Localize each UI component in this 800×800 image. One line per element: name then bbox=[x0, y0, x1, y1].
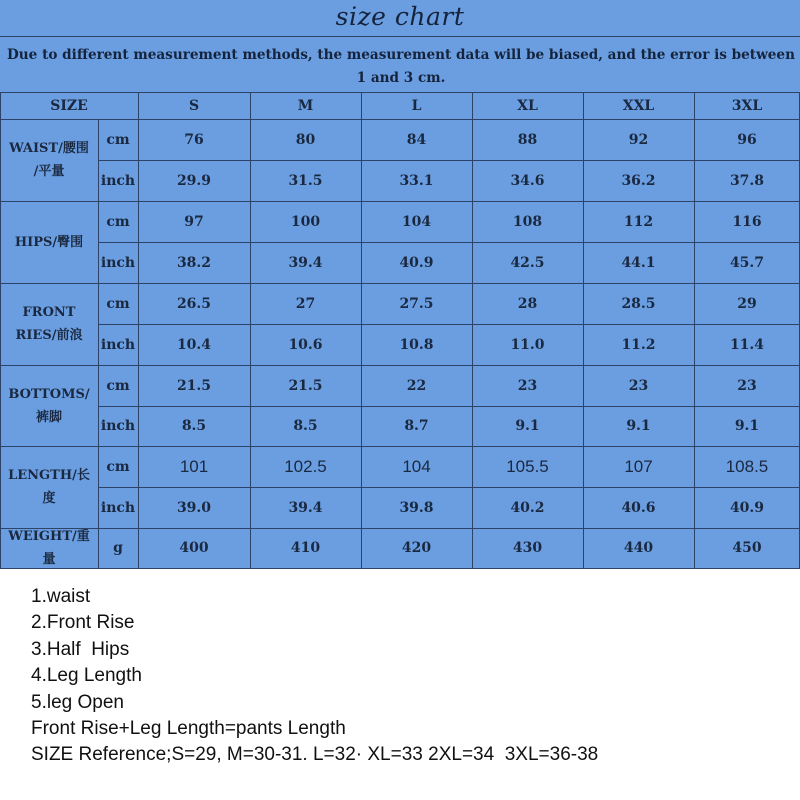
value-cell: 450 bbox=[732, 540, 762, 556]
grid-line bbox=[0, 92, 1, 568]
value-cell: 92 bbox=[628, 131, 649, 148]
size-col-header: S bbox=[188, 97, 200, 114]
value-cell: 9.1 bbox=[626, 418, 651, 434]
measure-label bbox=[0, 528, 98, 568]
grid-line bbox=[98, 119, 99, 568]
measure-label-line: FRONT bbox=[22, 305, 76, 320]
measurement-note: Due to different measurement methods, the measurement data will be biased, and the error is between 1 and 3 cm. bbox=[7, 47, 795, 86]
grid-line bbox=[0, 365, 800, 366]
unit-cell: inch bbox=[100, 418, 136, 434]
unit-cell: cm bbox=[106, 295, 130, 312]
grid-line bbox=[694, 92, 695, 568]
value-cell: 9.1 bbox=[734, 418, 760, 434]
value-cell: 9.1 bbox=[515, 418, 540, 434]
unit-cell: cm bbox=[106, 213, 130, 230]
unit-cell: g bbox=[113, 540, 123, 556]
value-cell: 21.5 bbox=[288, 377, 323, 394]
note-line: 4.Leg Length bbox=[31, 665, 142, 687]
value-cell: 430 bbox=[512, 540, 543, 556]
value-cell: 38.2 bbox=[176, 254, 212, 271]
value-cell: 27 bbox=[295, 295, 316, 312]
value-cell: 39.8 bbox=[399, 499, 434, 516]
value-cell: 10.8 bbox=[399, 336, 434, 353]
measure-label-line: WEIGHT/重 bbox=[8, 529, 90, 544]
value-cell: 33.1 bbox=[399, 172, 434, 189]
note-line: 1.waist bbox=[31, 586, 91, 607]
value-cell: 40.2 bbox=[510, 499, 545, 516]
measure-label-line: 量 bbox=[42, 552, 56, 567]
unit-cell: cm bbox=[106, 131, 130, 148]
value-cell: 39.4 bbox=[288, 499, 323, 516]
value-cell: 108 bbox=[512, 213, 543, 230]
unit-cell: cm bbox=[106, 458, 130, 475]
value-cell: 28.5 bbox=[621, 295, 656, 312]
measure-label bbox=[0, 201, 98, 283]
value-cell: 42.5 bbox=[510, 254, 545, 271]
value-cell: 104 bbox=[402, 456, 431, 476]
grid-line bbox=[0, 568, 800, 569]
size-col-header: L bbox=[411, 97, 422, 114]
value-cell: 29.9 bbox=[176, 172, 212, 189]
value-cell: 76 bbox=[184, 131, 204, 148]
value-cell: 40.6 bbox=[621, 499, 656, 516]
measure-label-line: 裤脚 bbox=[35, 409, 62, 425]
measure-label-line: LENGTH/长 bbox=[8, 468, 90, 483]
value-cell: 104 bbox=[401, 213, 432, 230]
value-cell: 34.6 bbox=[510, 172, 545, 189]
measure-label bbox=[0, 446, 98, 528]
value-cell: 39.4 bbox=[288, 254, 323, 271]
size-header: SIZE bbox=[50, 97, 88, 114]
chart-title: size chart bbox=[335, 2, 465, 31]
size-col-header: XL bbox=[517, 97, 538, 114]
value-cell: 10.6 bbox=[288, 336, 323, 353]
grid-line bbox=[0, 119, 800, 120]
grid-line bbox=[583, 92, 584, 568]
value-cell: 108.5 bbox=[725, 456, 769, 476]
note-line: Front Rise+Leg Length=pants Length bbox=[31, 717, 346, 739]
value-cell: 8.5 bbox=[181, 418, 207, 434]
value-cell: 23 bbox=[737, 377, 757, 394]
value-cell: 102.5 bbox=[284, 456, 327, 476]
value-cell: 8.7 bbox=[404, 418, 429, 434]
value-cell: 101 bbox=[179, 456, 209, 476]
note-line: SIZE Reference;S=29, M=30-31. L=32· XL=33 2XL=34 3XL=36-38 bbox=[31, 744, 599, 766]
unit-cell: inch bbox=[100, 254, 136, 271]
size-col-header: M bbox=[297, 97, 314, 114]
value-cell: 410 bbox=[290, 540, 321, 556]
value-cell: 105.5 bbox=[506, 456, 549, 476]
note-line: 3.Half Hips bbox=[31, 638, 130, 660]
value-cell: 80 bbox=[295, 131, 316, 148]
value-cell: 420 bbox=[401, 540, 432, 556]
unit-cell: inch bbox=[100, 499, 136, 516]
value-cell: 11.2 bbox=[621, 336, 656, 353]
size-col-header: 3XL bbox=[731, 97, 763, 114]
value-cell: 40.9 bbox=[399, 254, 434, 271]
grid-line bbox=[0, 283, 800, 284]
value-cell: 97 bbox=[184, 213, 204, 230]
value-cell: 10.4 bbox=[176, 336, 212, 353]
note-line: 5.leg Open bbox=[31, 691, 124, 713]
value-cell: 39.0 bbox=[176, 499, 212, 516]
value-cell: 96 bbox=[737, 131, 757, 148]
measure-label-line: HIPS/臀围 bbox=[14, 234, 84, 250]
grid-line bbox=[361, 92, 362, 568]
measure-label-line: WAIST/腰围 bbox=[9, 141, 89, 156]
unit-cell: inch bbox=[100, 336, 136, 353]
grid-line bbox=[0, 528, 800, 529]
measure-label bbox=[0, 283, 98, 365]
measure-label bbox=[0, 365, 98, 446]
value-cell: 11.0 bbox=[510, 336, 545, 353]
unit-cell: inch bbox=[100, 172, 136, 189]
grid-line bbox=[0, 36, 800, 37]
value-cell: 44.1 bbox=[621, 254, 656, 271]
value-cell: 22 bbox=[406, 377, 427, 394]
value-cell: 26.5 bbox=[176, 295, 212, 312]
value-cell: 21.5 bbox=[176, 377, 212, 394]
grid-line bbox=[472, 92, 473, 568]
value-cell: 8.5 bbox=[293, 418, 318, 434]
value-cell: 84 bbox=[406, 131, 427, 148]
value-cell: 23 bbox=[517, 377, 538, 394]
measure-label-line: BOTTOMS/ bbox=[8, 386, 90, 402]
value-cell: 11.4 bbox=[729, 336, 765, 353]
value-cell: 28 bbox=[517, 295, 538, 312]
value-cell: 100 bbox=[290, 213, 321, 230]
grid-line bbox=[138, 92, 139, 568]
value-cell: 440 bbox=[623, 540, 654, 556]
value-cell: 116 bbox=[732, 213, 762, 230]
value-cell: 107 bbox=[624, 456, 653, 476]
measure-label-line: 度 bbox=[42, 491, 56, 506]
note-line: 2.Front Rise bbox=[31, 612, 135, 634]
notes-list bbox=[31, 584, 598, 769]
grid-line bbox=[0, 446, 800, 447]
unit-cell: cm bbox=[106, 377, 130, 394]
value-cell: 36.2 bbox=[621, 172, 656, 189]
value-cell: 88 bbox=[517, 131, 538, 148]
grid-line bbox=[250, 92, 251, 568]
value-cell: 31.5 bbox=[288, 172, 323, 189]
value-cell: 45.7 bbox=[729, 254, 765, 271]
value-cell: 37.8 bbox=[729, 172, 765, 189]
value-cell: 40.9 bbox=[729, 499, 765, 516]
grid-line bbox=[0, 201, 800, 202]
measure-label-line: RIES/前浪 bbox=[15, 328, 83, 343]
measure-label bbox=[0, 119, 98, 201]
value-cell: 23 bbox=[628, 377, 649, 394]
value-cell: 112 bbox=[623, 213, 654, 230]
measure-label-line: /平量 bbox=[33, 164, 65, 179]
value-cell: 29 bbox=[737, 295, 757, 312]
value-cell: 400 bbox=[179, 540, 209, 556]
value-cell: 27.5 bbox=[399, 295, 434, 312]
grid-line bbox=[0, 92, 800, 93]
size-col-header: XXL bbox=[622, 97, 655, 114]
